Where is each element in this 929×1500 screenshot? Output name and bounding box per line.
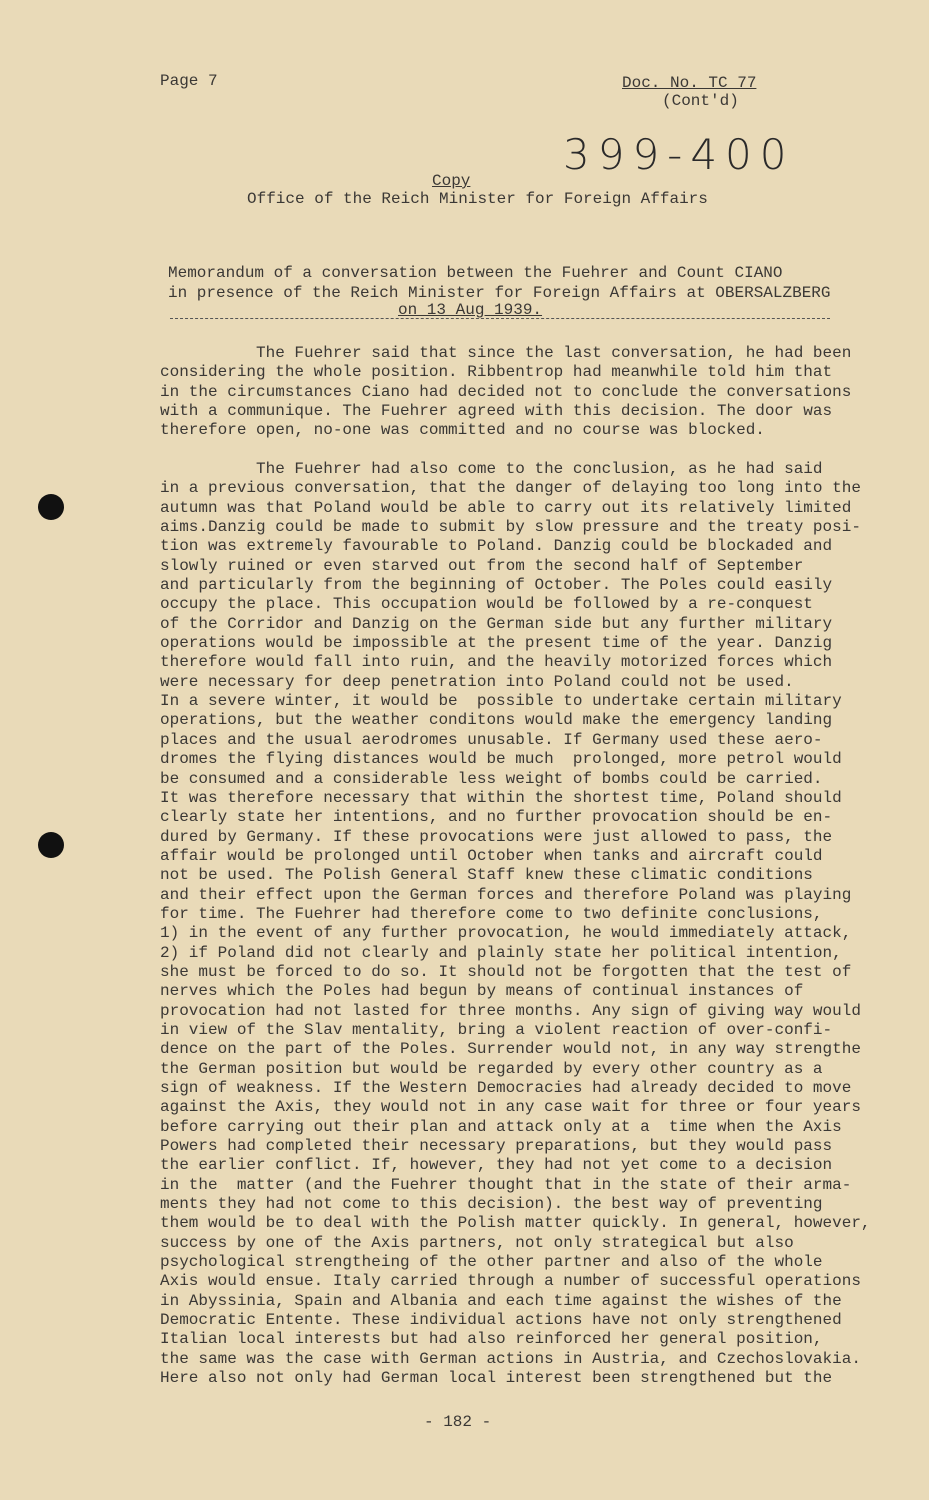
text-line: the German position but would be regarded by every other country as a — [160, 1059, 823, 1078]
text-line: It was therefore necessary that within the shortest time, Poland should — [160, 788, 842, 807]
text-line: ments they had not come to this decision). the best way of preventing — [160, 1195, 823, 1214]
text-line: before carrying out their plan and attack only at a time when the Axis — [160, 1117, 842, 1136]
memo-title-line-2: in presence of the Reich Minister for Foreign Affairs at OBERSALZBERG — [168, 284, 831, 302]
text-line: operations would be impossible at the present time of the year. Danzig — [160, 634, 833, 653]
text-line: in Abyssinia, Spain and Albania and each time against the wishes of the — [160, 1291, 842, 1310]
text-line: in view of the Slav mentality, bring a violent reaction of over-confi- — [160, 1020, 833, 1039]
text-line: Democratic Entente. These individual actions have not only strengthened — [160, 1311, 842, 1330]
text-line: with a communique. The Fuehrer agreed with this decision. The door was — [160, 402, 833, 421]
text-line: dured by Germany. If these provocations were just allowed to pass, the — [160, 827, 833, 846]
text-line: not be used. The Polish General Staff knew these climatic conditions — [160, 866, 813, 885]
text-line: success by one of the Axis partners, not only strategical but also — [160, 1233, 794, 1252]
text-line: she must be forced to do so. It should not be forgotten that the test of — [160, 962, 852, 981]
text-line: The Fuehrer said that since the last conversation, he had been — [160, 344, 852, 362]
text-line: slowly ruined or even starved out from the second half of September — [160, 556, 804, 575]
handwritten-page-numbers: 399-400 — [563, 130, 795, 179]
text-line: provocation had not lasted for three months. Any sign of giving way would — [160, 1001, 861, 1020]
text-line: psychological strengtheing of the other partner and also of the whole — [160, 1253, 823, 1272]
paragraph-1 — [160, 344, 851, 441]
text-line: sign of weakness. If the Western Democracies had already decided to move — [160, 1079, 852, 1097]
text-line: dence on the part of the Poles. Surrender would not, in any way strengthe — [160, 1040, 861, 1059]
footer-page-number: - 182 - — [424, 1413, 492, 1431]
text-line: nerves which the Poles had begun by means of continual instances of — [160, 982, 804, 1001]
text-line: occupy the place. This occupation would be followed by a re-conquest — [160, 595, 813, 614]
text-line: dromes the flying distances would be much prolonged, more petrol would — [160, 750, 842, 769]
office-heading: Office of the Reich Minister for Foreign Affairs — [247, 190, 708, 208]
text-line: considering the whole position. Ribbentrop had meanwhile told him that — [160, 363, 833, 382]
text-line: Powers had completed their necessary preparations, but they would pass — [160, 1137, 833, 1156]
contd-label: (Cont'd) — [662, 92, 739, 110]
page-label: Page 7 — [160, 72, 218, 90]
memo-title-line-1: Memorandum of a conversation between the Fuehrer and Count CIANO — [168, 264, 783, 282]
text-line: and their effect upon the German forces and therefore Poland was playing — [160, 885, 852, 904]
text-line: and particularly from the beginning of October. The Poles could easily — [160, 576, 833, 595]
punch-hole-bottom — [38, 832, 64, 858]
doc-number: Doc. No. TC 77 — [622, 74, 757, 92]
copy-label: Copy — [432, 172, 471, 190]
text-line: be consumed and a considerable less weight of bombs could be carried. — [160, 769, 823, 788]
text-line: The Fuehrer had also come to the conclusion, as he had said — [160, 460, 823, 478]
text-line: in a previous conversation, that the danger of delaying too long into the — [160, 479, 861, 498]
punch-hole-top — [38, 494, 64, 520]
text-line: operations, but the weather conditons would make the emergency landing — [160, 711, 833, 730]
memo-title-date: on 13 Aug 1939. — [398, 301, 543, 319]
text-line: 1) in the event of any further provocation, he would immediately attack, — [160, 924, 852, 943]
text-line: were necessary for deep penetration into Poland could not be used. — [160, 672, 794, 691]
text-line: in the circumstances Ciano had decided not to conclude the conversations — [160, 382, 852, 401]
text-line: therefore would fall into ruin, and the heavily motorized forces which — [160, 653, 833, 672]
text-line: for time. The Fuehrer had therefore come to two definite conclusions, — [160, 904, 823, 923]
text-line: 2) if Poland did not clearly and plainly state her political intention, — [160, 943, 842, 962]
text-line: autumn was that Poland would be able to carry out its relatively limited — [160, 498, 852, 517]
text-line: them would be to deal with the Polish matter quickly. In general, however, — [160, 1214, 871, 1233]
text-line: Italian local interests but had also reinforced her general position, — [160, 1330, 823, 1349]
text-line: affair would be prolonged until October when tanks and aircraft could — [160, 846, 823, 865]
paragraph-2 — [160, 460, 871, 1389]
text-line: the same was the case with German actions in Austria, and Czechoslovakia. — [160, 1349, 861, 1368]
text-line: tion was extremely favourable to Poland. Danzig could be blockaded and — [160, 537, 833, 556]
text-line: the earlier conflict. If, however, they had not yet come to a decision — [160, 1156, 833, 1175]
text-line: against the Axis, they would not in any case wait for three or four years — [160, 1098, 861, 1117]
title-divider — [170, 318, 830, 319]
text-line: in the matter (and the Fuehrer thought that in the state of their arma- — [160, 1175, 852, 1194]
text-line: of the Corridor and Danzig on the German side but any further military — [160, 614, 833, 633]
text-line: Axis would ensue. Italy carried through a number of successful operations — [160, 1272, 861, 1291]
text-line: places and the usual aerodromes unusable. If Germany used these aero- — [160, 730, 823, 749]
text-line: clearly state her intentions, and no further provocation should be en- — [160, 808, 833, 827]
text-line: In a severe winter, it would be possible to undertake certain military — [160, 692, 842, 711]
text-line: therefore open, no-one was committed and no course was blocked. — [160, 421, 765, 440]
text-line: Here also not only had German local interest been strengthened but the — [160, 1369, 833, 1388]
text-line: aims.Danzig could be made to submit by slow pressure and the treaty posi- — [160, 518, 861, 537]
